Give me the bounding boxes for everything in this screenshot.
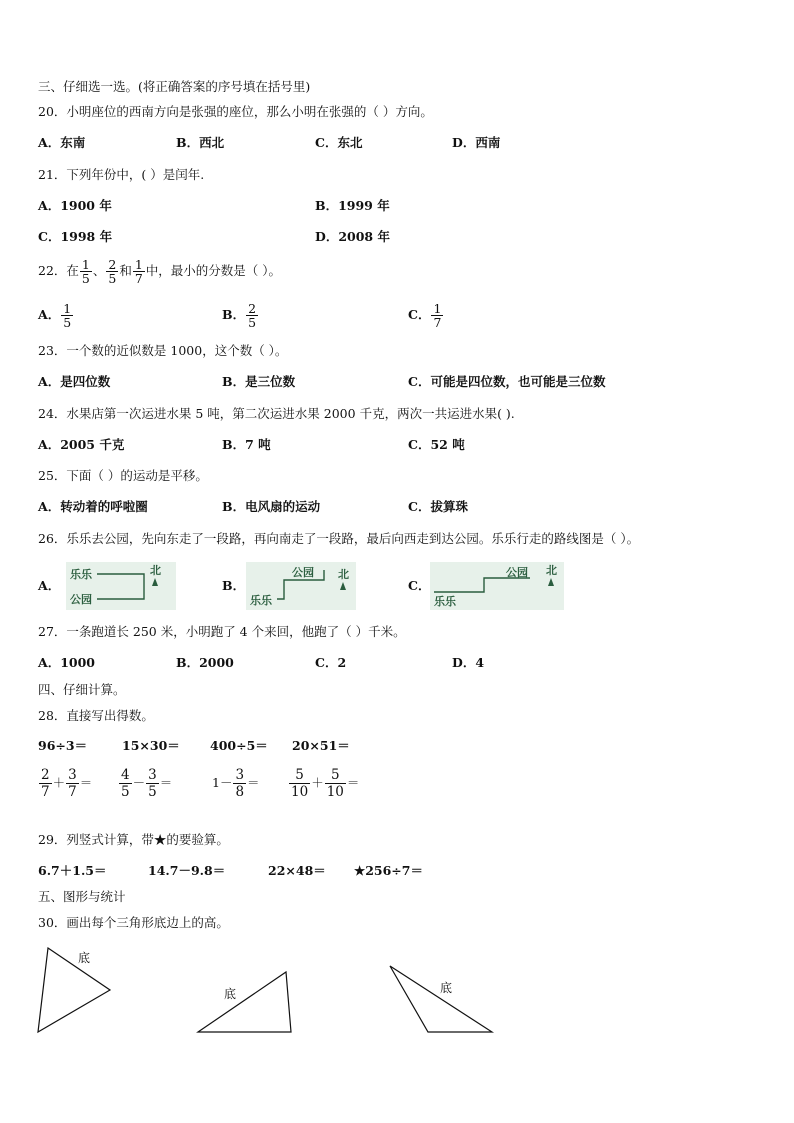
q22-option-c — [408, 298, 444, 332]
q23-option-b: B．是三位数 — [222, 374, 296, 389]
q23-option-a: A．是四位数 — [38, 374, 111, 389]
q24-option-a: A．2005 千克 — [38, 437, 125, 452]
denominator: 7 — [433, 315, 442, 330]
denominator: 5 — [63, 315, 72, 330]
fraction — [325, 767, 346, 800]
q29-item-4: ★256÷7＝ — [354, 863, 423, 878]
denominator: 5 — [248, 315, 257, 330]
equals: ＝ — [79, 775, 93, 790]
fraction — [233, 767, 246, 800]
q21-option-c: C．1998 年 — [38, 229, 113, 244]
denominator: 7 — [134, 271, 143, 286]
denominator: 10 — [326, 784, 344, 800]
q25-stem: 25．下面（ ）的运动是平移。 — [38, 468, 208, 483]
q20-option-d: D．西南 — [452, 135, 501, 150]
denominator: 10 — [291, 784, 309, 800]
section3-title: 三、仔细选一选。(将正确答案的序号填在括号里) — [38, 79, 311, 94]
end-label: 公园 — [70, 593, 92, 606]
numerator: 2 — [108, 257, 117, 272]
denominator: 5 — [148, 784, 157, 800]
section5-title: 五、图形与统计 — [38, 889, 126, 904]
q28-item-3: 400÷5＝ — [210, 738, 268, 753]
base-label: 底 — [78, 951, 91, 965]
option-label: A． — [38, 307, 61, 322]
q21-option-d: D．2008 年 — [315, 229, 390, 244]
triangles-figure — [0, 940, 560, 1040]
fraction — [289, 767, 310, 800]
q23-option-c: C．可能是四位数，也可能是三位数 — [408, 374, 606, 389]
option-fraction — [246, 302, 258, 329]
q24-stem: 24．水果店第一次运进水果 5 吨，第二次运进水果 2000 千克，两次一共运进水果( ). — [38, 406, 515, 421]
denominator: 8 — [235, 784, 245, 800]
denominator: 5 — [81, 271, 90, 286]
start-label: 乐乐 — [70, 568, 92, 581]
q21-option-b: B．1999 年 — [315, 198, 390, 213]
q27-stem: 27．一条跑道长 250 米，小明跑了 4 个来回，他跑了（ ）千米。 — [38, 624, 406, 639]
operator: － — [132, 775, 146, 790]
numerator: 5 — [325, 767, 346, 784]
q28-fraction-expr-3 — [212, 763, 260, 803]
north-label: 北 — [150, 564, 161, 577]
q25-option-b: B．电风扇的运动 — [222, 499, 321, 514]
route-map-a — [66, 562, 176, 610]
q26-option-c-label: C． — [408, 578, 431, 593]
q20-option-c: C．东北 — [315, 135, 363, 150]
option-label: C． — [408, 307, 431, 322]
start-label: 乐乐 — [434, 595, 456, 608]
q25-option-c: C．拔算珠 — [408, 499, 468, 514]
q23-stem: 23．一个数的近似数是 1000，这个数（ ）。 — [38, 343, 288, 358]
numerator: 1 — [433, 301, 442, 316]
q24-option-c: C．52 吨 — [408, 437, 465, 452]
denominator: 5 — [121, 784, 130, 800]
denominator: 5 — [108, 271, 117, 286]
numerator: 2 — [248, 301, 257, 316]
q21-stem: 21．下列年份中，( ）是闰年. — [38, 167, 205, 182]
whole-part: 1－ — [212, 775, 233, 790]
q27-option-a: A．1000 — [38, 655, 95, 670]
option-label: B． — [222, 307, 246, 322]
q27-option-b: B．2000 — [176, 655, 234, 670]
q28-fraction-expr-2 — [118, 763, 172, 803]
denominator: 7 — [41, 784, 50, 800]
numerator: 5 — [289, 767, 310, 784]
q22-fraction-3 — [133, 258, 145, 285]
numerator: 2 — [41, 767, 50, 783]
start-label: 乐乐 — [250, 594, 272, 607]
end-label: 公园 — [506, 566, 528, 579]
numerator: 1 — [81, 257, 90, 272]
q28-fraction-expr-1 — [38, 763, 92, 803]
numerator: 3 — [68, 767, 77, 783]
q27-option-c: C．2 — [315, 655, 347, 670]
north-label: 北 — [338, 568, 349, 581]
q22-separator: 、 — [92, 263, 106, 278]
q22-and: 和 — [119, 263, 132, 278]
q28-item-4: 20×51＝ — [292, 738, 350, 753]
q25-option-a: A．转动着的呼啦圈 — [38, 499, 148, 514]
q22-fraction-2 — [106, 258, 118, 285]
operator: ＋ — [311, 775, 324, 790]
q20-option-a: A．东南 — [38, 135, 86, 150]
numerator: 3 — [235, 767, 245, 783]
q20-option-b: B．西北 — [176, 135, 225, 150]
q29-item-3: 22×48＝ — [268, 863, 326, 878]
q28-item-2: 15×30＝ — [122, 738, 180, 753]
q29-stem: 29．列竖式计算，带★的要验算。 — [38, 832, 229, 847]
q22-stem-suffix: 中，最小的分数是（ ）。 — [145, 263, 282, 278]
equals: ＝ — [247, 775, 260, 790]
q28-fraction-expr-4 — [288, 763, 359, 803]
equals: ＝ — [159, 775, 173, 790]
q26-option-b-label: B． — [222, 578, 246, 593]
numerator: 1 — [63, 301, 72, 316]
equals: ＝ — [346, 775, 360, 790]
q22-option-a — [38, 298, 74, 332]
q29-item-2: 14.7－9.8＝ — [148, 863, 226, 878]
q30-stem: 30．画出每个三角形底边上的高。 — [38, 915, 229, 930]
q26-stem: 26．乐乐去公园，先向东走了一段路，再向南走了一段路，最后向西走到达公园。乐乐行走的路线图是（ ）。 — [38, 531, 640, 546]
q27-option-d: D．4 — [452, 655, 485, 670]
base-label: 底 — [224, 987, 237, 1001]
q20-stem: 20．小明座位的西南方向是张强的座位，那么小明在张强的（ ）方向。 — [38, 104, 433, 119]
denominator: 7 — [68, 784, 77, 800]
fraction — [66, 767, 79, 800]
base-label: 底 — [440, 981, 453, 995]
q24-option-b: B．7 吨 — [222, 437, 271, 452]
triangle-3 — [390, 966, 492, 1032]
numerator: 4 — [121, 767, 130, 783]
option-fraction — [61, 302, 73, 329]
end-label: 公园 — [292, 566, 314, 579]
north-label: 北 — [546, 564, 557, 577]
q21-option-a: A．1900 年 — [38, 198, 112, 213]
route-map-b — [246, 562, 356, 610]
triangle-2 — [198, 972, 291, 1032]
triangle-1 — [38, 948, 110, 1032]
numerator: 1 — [134, 257, 143, 272]
operator: ＋ — [52, 775, 66, 790]
q22-stem — [38, 256, 281, 286]
fraction — [119, 767, 132, 800]
q22-fraction-1 — [80, 258, 92, 285]
q29-item-1: 6.7＋1.5＝ — [38, 863, 107, 878]
route-map-c — [430, 562, 564, 610]
option-fraction — [431, 302, 443, 329]
q22-option-b — [222, 298, 259, 332]
q22-stem-prefix: 22．在 — [38, 263, 79, 278]
fraction — [146, 767, 159, 800]
fraction — [39, 767, 52, 800]
q26-option-a-label: A． — [38, 578, 61, 593]
q28-stem: 28．直接写出得数。 — [38, 708, 154, 723]
numerator: 3 — [148, 767, 157, 783]
q28-item-1: 96÷3＝ — [38, 738, 88, 753]
section4-title: 四、仔细计算。 — [38, 682, 126, 697]
